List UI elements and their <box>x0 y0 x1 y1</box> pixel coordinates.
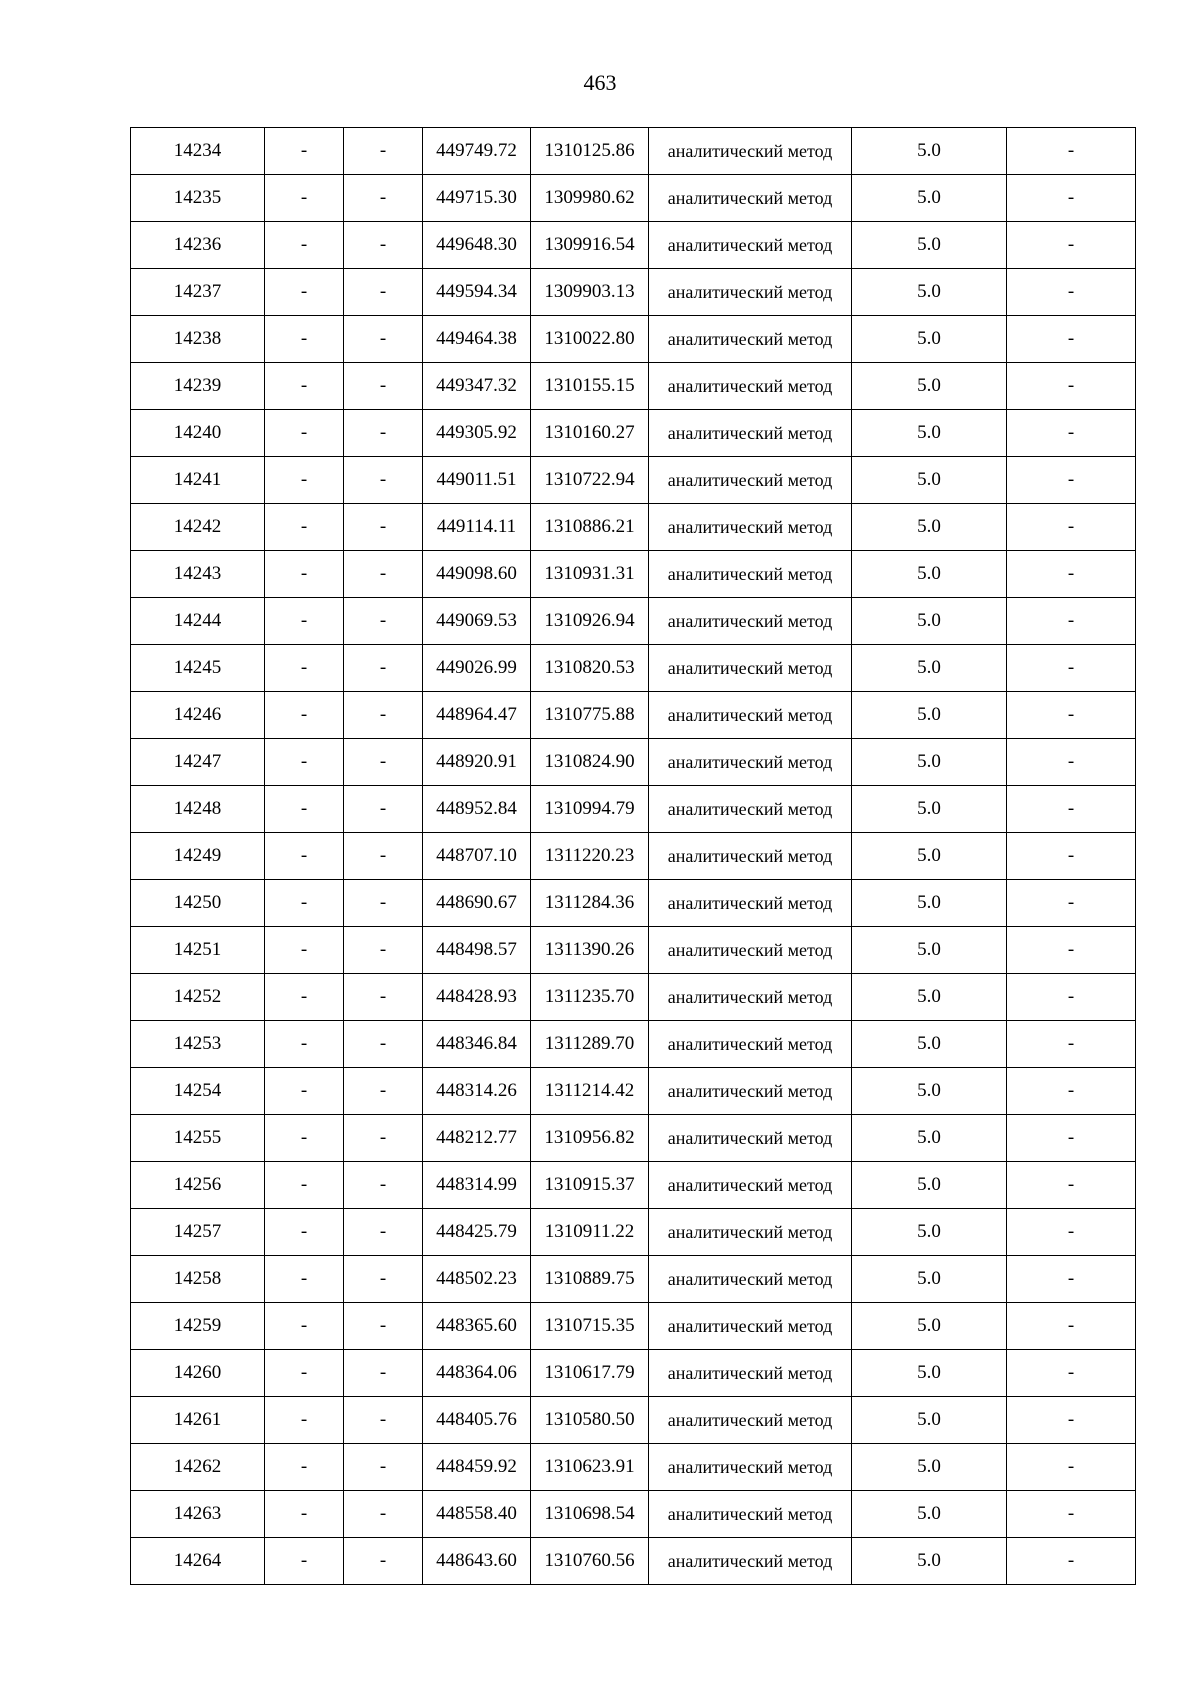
point-number-cell: 14249 <box>131 833 265 880</box>
y-coordinate-cell: 1309980.62 <box>531 175 649 222</box>
point-number-cell: 14257 <box>131 1209 265 1256</box>
method-cell: аналитический метод <box>649 1397 852 1444</box>
point-number-cell: 14239 <box>131 363 265 410</box>
blank-cell-a: - <box>265 1209 344 1256</box>
accuracy-cell: 5.0 <box>852 128 1007 175</box>
blank-cell-c: - <box>1007 1021 1136 1068</box>
blank-cell-b: - <box>344 1350 423 1397</box>
blank-cell-b: - <box>344 1115 423 1162</box>
coordinates-table <box>130 127 1136 1585</box>
blank-cell-a: - <box>265 1115 344 1162</box>
blank-cell-b: - <box>344 269 423 316</box>
y-coordinate-cell: 1311220.23 <box>531 833 649 880</box>
blank-cell-b: - <box>344 551 423 598</box>
blank-cell-c: - <box>1007 1256 1136 1303</box>
accuracy-cell: 5.0 <box>852 645 1007 692</box>
blank-cell-c: - <box>1007 128 1136 175</box>
blank-cell-a: - <box>265 786 344 833</box>
x-coordinate-cell: 449114.11 <box>423 504 531 551</box>
method-cell: аналитический метод <box>649 1256 852 1303</box>
blank-cell-b: - <box>344 1397 423 1444</box>
blank-cell-c: - <box>1007 974 1136 1021</box>
method-cell: аналитический метод <box>649 1115 852 1162</box>
method-cell: аналитический метод <box>649 363 852 410</box>
x-coordinate-cell: 448920.91 <box>423 739 531 786</box>
point-number-cell: 14252 <box>131 974 265 1021</box>
x-coordinate-cell: 448425.79 <box>423 1209 531 1256</box>
blank-cell-b: - <box>344 316 423 363</box>
table-row <box>131 410 1136 457</box>
page-number: 463 <box>583 70 617 95</box>
y-coordinate-cell: 1310915.37 <box>531 1162 649 1209</box>
accuracy-cell: 5.0 <box>852 974 1007 1021</box>
y-coordinate-cell: 1310775.88 <box>531 692 649 739</box>
blank-cell-b: - <box>344 1162 423 1209</box>
table-row <box>131 598 1136 645</box>
point-number-cell: 14245 <box>131 645 265 692</box>
y-coordinate-cell: 1310931.31 <box>531 551 649 598</box>
accuracy-cell: 5.0 <box>852 927 1007 974</box>
point-number-cell: 14246 <box>131 692 265 739</box>
table-row <box>131 645 1136 692</box>
blank-cell-c: - <box>1007 1303 1136 1350</box>
accuracy-cell: 5.0 <box>852 269 1007 316</box>
blank-cell-c: - <box>1007 1397 1136 1444</box>
method-cell: аналитический метод <box>649 551 852 598</box>
accuracy-cell: 5.0 <box>852 880 1007 927</box>
blank-cell-b: - <box>344 1068 423 1115</box>
table-row <box>131 1256 1136 1303</box>
blank-cell-a: - <box>265 1162 344 1209</box>
accuracy-cell: 5.0 <box>852 1115 1007 1162</box>
blank-cell-a: - <box>265 175 344 222</box>
x-coordinate-cell: 448212.77 <box>423 1115 531 1162</box>
blank-cell-a: - <box>265 269 344 316</box>
x-coordinate-cell: 448405.76 <box>423 1397 531 1444</box>
blank-cell-c: - <box>1007 269 1136 316</box>
blank-cell-c: - <box>1007 598 1136 645</box>
table-row <box>131 927 1136 974</box>
y-coordinate-cell: 1310623.91 <box>531 1444 649 1491</box>
table-row <box>131 316 1136 363</box>
x-coordinate-cell: 449069.53 <box>423 598 531 645</box>
accuracy-cell: 5.0 <box>852 1162 1007 1209</box>
x-coordinate-cell: 448498.57 <box>423 927 531 974</box>
blank-cell-a: - <box>265 974 344 1021</box>
blank-cell-b: - <box>344 880 423 927</box>
method-cell: аналитический метод <box>649 1491 852 1538</box>
blank-cell-a: - <box>265 457 344 504</box>
method-cell: аналитический метод <box>649 1209 852 1256</box>
x-coordinate-cell: 448346.84 <box>423 1021 531 1068</box>
point-number-cell: 14241 <box>131 457 265 504</box>
x-coordinate-cell: 449305.92 <box>423 410 531 457</box>
point-number-cell: 14248 <box>131 786 265 833</box>
blank-cell-a: - <box>265 222 344 269</box>
method-cell: аналитический метод <box>649 1444 852 1491</box>
blank-cell-b: - <box>344 128 423 175</box>
blank-cell-a: - <box>265 1350 344 1397</box>
point-number-cell: 14243 <box>131 551 265 598</box>
table-row <box>131 1068 1136 1115</box>
x-coordinate-cell: 448643.60 <box>423 1538 531 1585</box>
x-coordinate-cell: 448952.84 <box>423 786 531 833</box>
method-cell: аналитический метод <box>649 692 852 739</box>
method-cell: аналитический метод <box>649 269 852 316</box>
y-coordinate-cell: 1311390.26 <box>531 927 649 974</box>
blank-cell-b: - <box>344 457 423 504</box>
accuracy-cell: 5.0 <box>852 175 1007 222</box>
method-cell: аналитический метод <box>649 222 852 269</box>
blank-cell-c: - <box>1007 410 1136 457</box>
blank-cell-a: - <box>265 645 344 692</box>
method-cell: аналитический метод <box>649 974 852 1021</box>
table-row <box>131 1021 1136 1068</box>
accuracy-cell: 5.0 <box>852 1209 1007 1256</box>
blank-cell-b: - <box>344 222 423 269</box>
y-coordinate-cell: 1310125.86 <box>531 128 649 175</box>
blank-cell-c: - <box>1007 880 1136 927</box>
accuracy-cell: 5.0 <box>852 316 1007 363</box>
y-coordinate-cell: 1310617.79 <box>531 1350 649 1397</box>
blank-cell-a: - <box>265 1303 344 1350</box>
blank-cell-b: - <box>344 739 423 786</box>
blank-cell-b: - <box>344 786 423 833</box>
blank-cell-c: - <box>1007 222 1136 269</box>
table-row <box>131 1397 1136 1444</box>
blank-cell-b: - <box>344 1444 423 1491</box>
accuracy-cell: 5.0 <box>852 1303 1007 1350</box>
y-coordinate-cell: 1310760.56 <box>531 1538 649 1585</box>
accuracy-cell: 5.0 <box>852 551 1007 598</box>
blank-cell-a: - <box>265 1068 344 1115</box>
method-cell: аналитический метод <box>649 1162 852 1209</box>
blank-cell-c: - <box>1007 457 1136 504</box>
table-row <box>131 974 1136 1021</box>
x-coordinate-cell: 448690.67 <box>423 880 531 927</box>
x-coordinate-cell: 448502.23 <box>423 1256 531 1303</box>
table-row <box>131 1303 1136 1350</box>
x-coordinate-cell: 448707.10 <box>423 833 531 880</box>
x-coordinate-cell: 448365.60 <box>423 1303 531 1350</box>
point-number-cell: 14240 <box>131 410 265 457</box>
point-number-cell: 14234 <box>131 128 265 175</box>
blank-cell-c: - <box>1007 1444 1136 1491</box>
y-coordinate-cell: 1310022.80 <box>531 316 649 363</box>
blank-cell-b: - <box>344 1256 423 1303</box>
table-row <box>131 269 1136 316</box>
y-coordinate-cell: 1311235.70 <box>531 974 649 1021</box>
y-coordinate-cell: 1310820.53 <box>531 645 649 692</box>
method-cell: аналитический метод <box>649 1021 852 1068</box>
y-coordinate-cell: 1310994.79 <box>531 786 649 833</box>
blank-cell-c: - <box>1007 504 1136 551</box>
blank-cell-a: - <box>265 551 344 598</box>
table-row <box>131 222 1136 269</box>
x-coordinate-cell: 449347.32 <box>423 363 531 410</box>
blank-cell-c: - <box>1007 551 1136 598</box>
blank-cell-b: - <box>344 598 423 645</box>
point-number-cell: 14242 <box>131 504 265 551</box>
x-coordinate-cell: 449026.99 <box>423 645 531 692</box>
blank-cell-b: - <box>344 974 423 1021</box>
method-cell: аналитический метод <box>649 410 852 457</box>
blank-cell-c: - <box>1007 1115 1136 1162</box>
x-coordinate-cell: 449715.30 <box>423 175 531 222</box>
x-coordinate-cell: 449749.72 <box>423 128 531 175</box>
table-row <box>131 1444 1136 1491</box>
blank-cell-b: - <box>344 1021 423 1068</box>
point-number-cell: 14235 <box>131 175 265 222</box>
blank-cell-a: - <box>265 927 344 974</box>
blank-cell-b: - <box>344 1209 423 1256</box>
point-number-cell: 14236 <box>131 222 265 269</box>
table-row <box>131 175 1136 222</box>
table-row <box>131 363 1136 410</box>
blank-cell-a: - <box>265 1491 344 1538</box>
blank-cell-c: - <box>1007 833 1136 880</box>
point-number-cell: 14263 <box>131 1491 265 1538</box>
table-row <box>131 880 1136 927</box>
method-cell: аналитический метод <box>649 880 852 927</box>
y-coordinate-cell: 1310911.22 <box>531 1209 649 1256</box>
y-coordinate-cell: 1310926.94 <box>531 598 649 645</box>
y-coordinate-cell: 1309903.13 <box>531 269 649 316</box>
table-body <box>131 128 1136 1585</box>
x-coordinate-cell: 449464.38 <box>423 316 531 363</box>
point-number-cell: 14256 <box>131 1162 265 1209</box>
accuracy-cell: 5.0 <box>852 598 1007 645</box>
accuracy-cell: 5.0 <box>852 1538 1007 1585</box>
blank-cell-c: - <box>1007 645 1136 692</box>
blank-cell-a: - <box>265 410 344 457</box>
method-cell: аналитический метод <box>649 739 852 786</box>
y-coordinate-cell: 1311289.70 <box>531 1021 649 1068</box>
blank-cell-a: - <box>265 692 344 739</box>
blank-cell-c: - <box>1007 692 1136 739</box>
y-coordinate-cell: 1310886.21 <box>531 504 649 551</box>
y-coordinate-cell: 1310889.75 <box>531 1256 649 1303</box>
blank-cell-a: - <box>265 739 344 786</box>
method-cell: аналитический метод <box>649 645 852 692</box>
table-row <box>131 457 1136 504</box>
method-cell: аналитический метод <box>649 316 852 363</box>
point-number-cell: 14253 <box>131 1021 265 1068</box>
y-coordinate-cell: 1310155.15 <box>531 363 649 410</box>
y-coordinate-cell: 1310715.35 <box>531 1303 649 1350</box>
accuracy-cell: 5.0 <box>852 1068 1007 1115</box>
blank-cell-b: - <box>344 175 423 222</box>
blank-cell-a: - <box>265 880 344 927</box>
point-number-cell: 14251 <box>131 927 265 974</box>
accuracy-cell: 5.0 <box>852 1021 1007 1068</box>
y-coordinate-cell: 1310722.94 <box>531 457 649 504</box>
blank-cell-a: - <box>265 1538 344 1585</box>
blank-cell-a: - <box>265 504 344 551</box>
y-coordinate-cell: 1309916.54 <box>531 222 649 269</box>
accuracy-cell: 5.0 <box>852 786 1007 833</box>
blank-cell-b: - <box>344 1303 423 1350</box>
method-cell: аналитический метод <box>649 927 852 974</box>
blank-cell-b: - <box>344 1538 423 1585</box>
point-number-cell: 14250 <box>131 880 265 927</box>
blank-cell-b: - <box>344 833 423 880</box>
blank-cell-b: - <box>344 504 423 551</box>
accuracy-cell: 5.0 <box>852 739 1007 786</box>
accuracy-cell: 5.0 <box>852 457 1007 504</box>
blank-cell-b: - <box>344 645 423 692</box>
blank-cell-a: - <box>265 316 344 363</box>
method-cell: аналитический метод <box>649 833 852 880</box>
method-cell: аналитический метод <box>649 1303 852 1350</box>
table-row <box>131 1350 1136 1397</box>
point-number-cell: 14259 <box>131 1303 265 1350</box>
accuracy-cell: 5.0 <box>852 1397 1007 1444</box>
table-row <box>131 128 1136 175</box>
accuracy-cell: 5.0 <box>852 1444 1007 1491</box>
blank-cell-a: - <box>265 598 344 645</box>
blank-cell-c: - <box>1007 927 1136 974</box>
method-cell: аналитический метод <box>649 1068 852 1115</box>
blank-cell-a: - <box>265 1021 344 1068</box>
table-row <box>131 786 1136 833</box>
x-coordinate-cell: 448428.93 <box>423 974 531 1021</box>
point-number-cell: 14247 <box>131 739 265 786</box>
y-coordinate-cell: 1311284.36 <box>531 880 649 927</box>
accuracy-cell: 5.0 <box>852 504 1007 551</box>
table-row <box>131 1209 1136 1256</box>
blank-cell-a: - <box>265 1397 344 1444</box>
point-number-cell: 14258 <box>131 1256 265 1303</box>
x-coordinate-cell: 449594.34 <box>423 269 531 316</box>
table-row <box>131 1115 1136 1162</box>
point-number-cell: 14264 <box>131 1538 265 1585</box>
x-coordinate-cell: 448964.47 <box>423 692 531 739</box>
x-coordinate-cell: 448459.92 <box>423 1444 531 1491</box>
method-cell: аналитический метод <box>649 175 852 222</box>
blank-cell-a: - <box>265 1444 344 1491</box>
blank-cell-c: - <box>1007 363 1136 410</box>
method-cell: аналитический метод <box>649 1538 852 1585</box>
accuracy-cell: 5.0 <box>852 692 1007 739</box>
point-number-cell: 14254 <box>131 1068 265 1115</box>
blank-cell-c: - <box>1007 175 1136 222</box>
point-number-cell: 14237 <box>131 269 265 316</box>
method-cell: аналитический метод <box>649 1350 852 1397</box>
accuracy-cell: 5.0 <box>852 1256 1007 1303</box>
table-row <box>131 833 1136 880</box>
x-coordinate-cell: 448558.40 <box>423 1491 531 1538</box>
method-cell: аналитический метод <box>649 786 852 833</box>
blank-cell-b: - <box>344 410 423 457</box>
table-row <box>131 739 1136 786</box>
accuracy-cell: 5.0 <box>852 222 1007 269</box>
table-row <box>131 692 1136 739</box>
blank-cell-c: - <box>1007 1068 1136 1115</box>
blank-cell-c: - <box>1007 1538 1136 1585</box>
blank-cell-b: - <box>344 692 423 739</box>
blank-cell-a: - <box>265 1256 344 1303</box>
x-coordinate-cell: 449098.60 <box>423 551 531 598</box>
y-coordinate-cell: 1310824.90 <box>531 739 649 786</box>
blank-cell-c: - <box>1007 1209 1136 1256</box>
table-row <box>131 1538 1136 1585</box>
method-cell: аналитический метод <box>649 598 852 645</box>
point-number-cell: 14244 <box>131 598 265 645</box>
y-coordinate-cell: 1310580.50 <box>531 1397 649 1444</box>
x-coordinate-cell: 448314.26 <box>423 1068 531 1115</box>
point-number-cell: 14262 <box>131 1444 265 1491</box>
blank-cell-b: - <box>344 927 423 974</box>
blank-cell-c: - <box>1007 786 1136 833</box>
table-row <box>131 551 1136 598</box>
y-coordinate-cell: 1311214.42 <box>531 1068 649 1115</box>
y-coordinate-cell: 1310160.27 <box>531 410 649 457</box>
accuracy-cell: 5.0 <box>852 363 1007 410</box>
blank-cell-c: - <box>1007 1350 1136 1397</box>
table-row <box>131 1162 1136 1209</box>
table-row <box>131 504 1136 551</box>
table-row <box>131 1491 1136 1538</box>
blank-cell-a: - <box>265 363 344 410</box>
x-coordinate-cell: 449011.51 <box>423 457 531 504</box>
accuracy-cell: 5.0 <box>852 1350 1007 1397</box>
y-coordinate-cell: 1310698.54 <box>531 1491 649 1538</box>
point-number-cell: 14238 <box>131 316 265 363</box>
accuracy-cell: 5.0 <box>852 833 1007 880</box>
y-coordinate-cell: 1310956.82 <box>531 1115 649 1162</box>
point-number-cell: 14260 <box>131 1350 265 1397</box>
point-number-cell: 14255 <box>131 1115 265 1162</box>
blank-cell-c: - <box>1007 1491 1136 1538</box>
blank-cell-c: - <box>1007 316 1136 363</box>
point-number-cell: 14261 <box>131 1397 265 1444</box>
accuracy-cell: 5.0 <box>852 1491 1007 1538</box>
x-coordinate-cell: 448364.06 <box>423 1350 531 1397</box>
blank-cell-b: - <box>344 363 423 410</box>
x-coordinate-cell: 448314.99 <box>423 1162 531 1209</box>
blank-cell-b: - <box>344 1491 423 1538</box>
x-coordinate-cell: 449648.30 <box>423 222 531 269</box>
accuracy-cell: 5.0 <box>852 410 1007 457</box>
blank-cell-c: - <box>1007 1162 1136 1209</box>
method-cell: аналитический метод <box>649 457 852 504</box>
method-cell: аналитический метод <box>649 128 852 175</box>
method-cell: аналитический метод <box>649 504 852 551</box>
blank-cell-c: - <box>1007 739 1136 786</box>
blank-cell-a: - <box>265 833 344 880</box>
blank-cell-a: - <box>265 128 344 175</box>
